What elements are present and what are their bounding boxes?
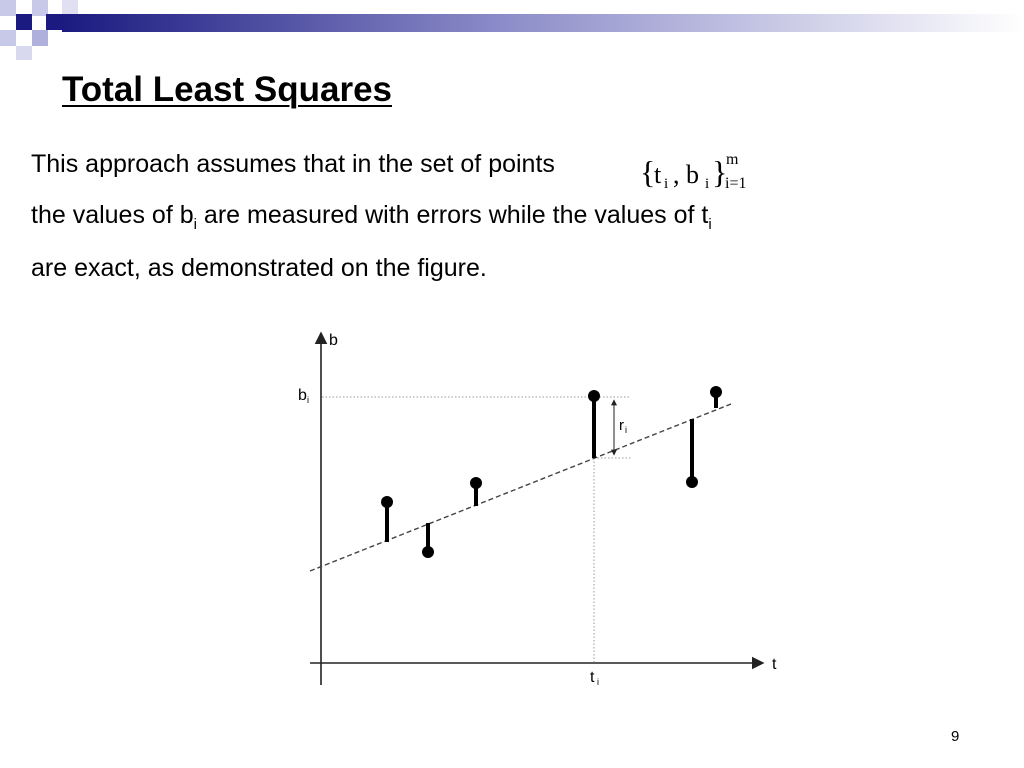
formula-close-brace: }	[712, 154, 728, 190]
data-point-5	[686, 419, 698, 488]
formula-comma: ,	[673, 160, 680, 189]
formula-subscript: i=1	[725, 175, 747, 192]
ti-label-sub: i	[597, 677, 599, 687]
data-point-2	[422, 523, 434, 558]
bi-label: b	[298, 387, 307, 404]
ri-label-sub: i	[625, 425, 627, 435]
point-marker	[470, 477, 482, 489]
body-line-3: are exact, as demonstrated on the figure.	[31, 254, 487, 282]
y-axis-label: b	[329, 332, 338, 349]
data-point-6	[710, 386, 722, 408]
x-axis-label: t	[772, 656, 777, 673]
formula-open-brace: {	[640, 154, 656, 190]
body-line-1: This approach assumes that in the set of points	[31, 150, 555, 178]
data-point-4	[588, 390, 600, 458]
bi-label-sub: i	[307, 395, 309, 405]
point-marker	[686, 476, 698, 488]
fit-line	[310, 404, 731, 571]
body-line-2-part-2: are measured with errors while the values of t	[196, 201, 709, 229]
point-marker	[588, 390, 600, 402]
formula-t: t	[654, 160, 662, 189]
point-marker	[710, 386, 722, 398]
page-number: 9	[951, 728, 960, 745]
data-point-1	[381, 496, 393, 542]
point-marker	[381, 496, 393, 508]
formula-b-sub: i	[705, 176, 710, 192]
body-line-2-part-1: the values of b	[31, 201, 194, 229]
point-marker	[422, 546, 434, 558]
formula-b: b	[686, 160, 699, 189]
ri-label: r	[619, 417, 624, 434]
body-line-2-sub-1: i	[193, 216, 197, 233]
body-line-2-sub-2: i	[708, 216, 712, 233]
formula-t-sub: i	[664, 176, 669, 192]
formula-superscript: m	[726, 151, 739, 168]
ti-label: t	[590, 669, 595, 686]
slide-title: Total Least Squares	[62, 70, 393, 109]
data-point-3	[470, 477, 482, 506]
